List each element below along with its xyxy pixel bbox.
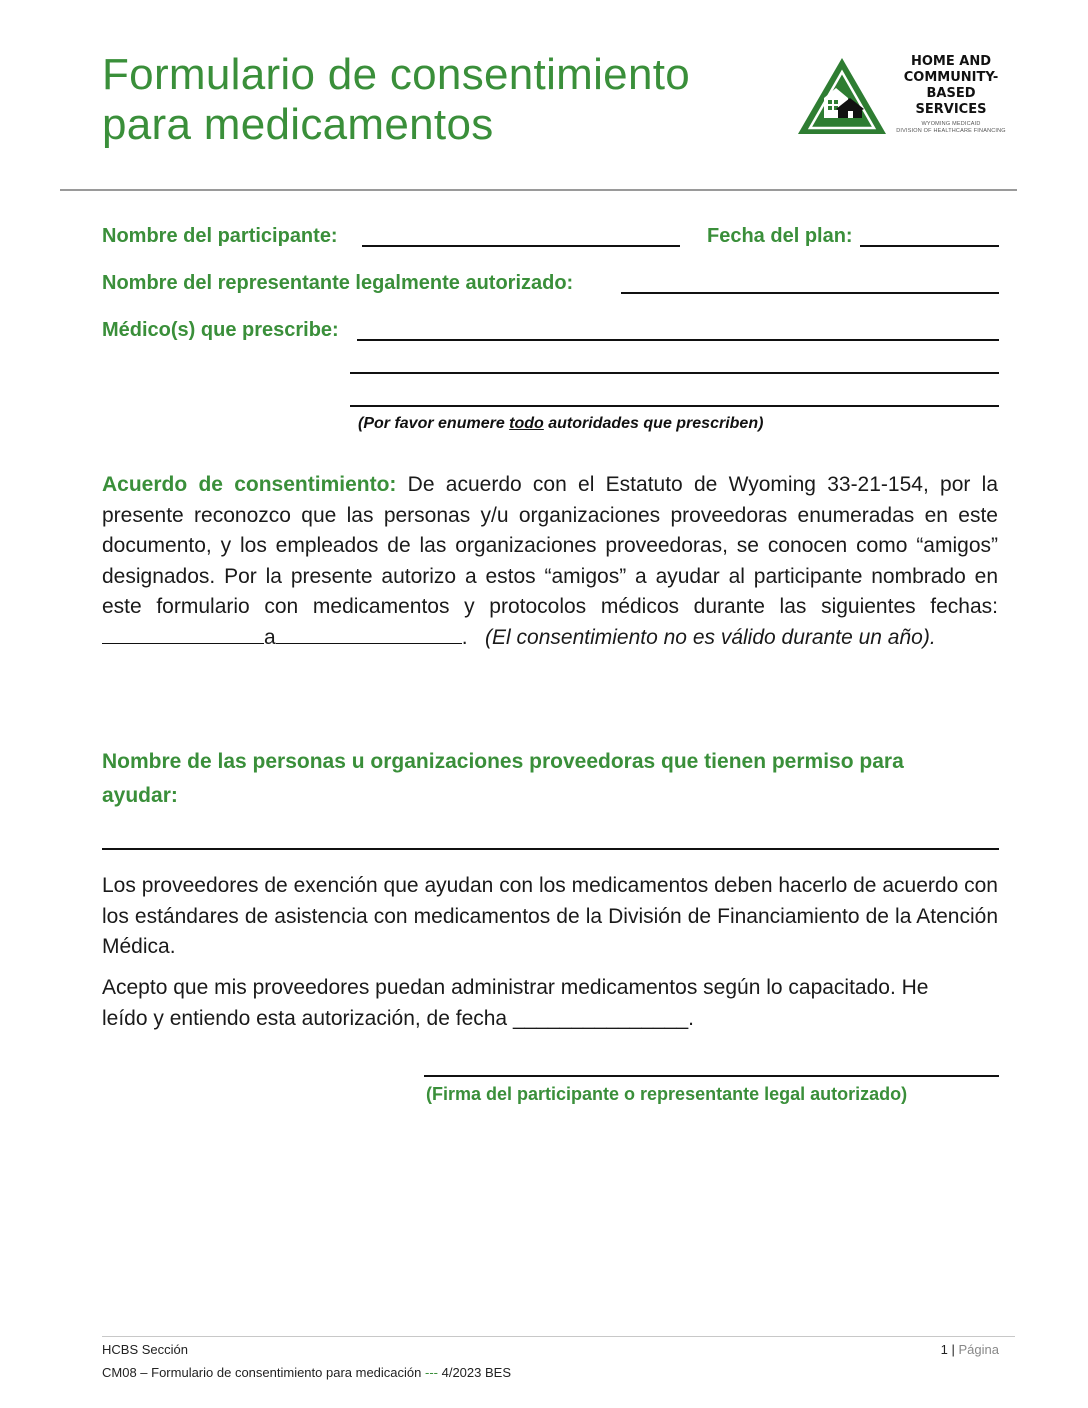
signature-label: (Firma del participante o representante legal autorizado) xyxy=(426,1084,908,1104)
logo-text-line3: BASED xyxy=(926,86,976,101)
representative-name-field[interactable] xyxy=(621,292,999,294)
footer-divider xyxy=(102,1336,1015,1337)
logo-wordmark xyxy=(896,54,1006,118)
footer-section: HCBS Sección xyxy=(102,1342,188,1357)
logo-subtext xyxy=(896,121,1006,135)
page-number: 1 xyxy=(940,1342,948,1357)
acceptance-line2 xyxy=(102,1004,998,1035)
consent-start-date-field[interactable] xyxy=(102,625,264,644)
consent-agreement-heading: Acuerdo de consentimiento: xyxy=(102,473,397,496)
prescriber-note-emphasis: todo xyxy=(509,415,544,432)
form-id-dash: --- xyxy=(425,1365,438,1380)
consent-validity-note: (El consentimiento no es válido durante un año). xyxy=(485,625,936,649)
representative-name-label: Nombre del representante legalmente autorizado: xyxy=(102,272,574,294)
consent-agreement-text: De acuerdo con el Estatuto de Wyoming 33-21-154, por la presente reconozco que las personas y/u organizaciones proveedoras enumeradas en este documento, y los empleados de las organizaciones proveedoras, se conocen como “amigos” designados. Por la presente autorizo a estos “amigos” a ayudar al participante nombrado en este formulario con medicamentos y protocolos médicos durante las siguientes fechas: xyxy=(102,473,999,618)
prescriber-label: Médico(s) que prescribe: xyxy=(102,319,339,341)
plan-date-label: Fecha del plan: xyxy=(707,225,853,247)
form-id-text: CM08 – Formulario de consentimiento para medicación xyxy=(102,1365,425,1380)
logo-sub-line2: DIVISION OF HEALTHCARE FINANCING xyxy=(896,128,1006,134)
acceptance-date-field[interactable]: _______________ xyxy=(512,1006,689,1030)
signature-field[interactable] xyxy=(424,1075,999,1077)
participant-name-label: Nombre del participante: xyxy=(102,225,338,247)
footer-page xyxy=(941,1342,999,1357)
participant-name-field[interactable] xyxy=(362,245,680,247)
providers-heading xyxy=(102,745,904,813)
acceptance-line1: Acepto que mis proveedores puedan administrar medicamentos según lo capacitado. He xyxy=(102,976,929,999)
prescriber-note-post: autoridades que prescriben) xyxy=(543,415,764,432)
acceptance-line2-text: leído y entiendo esta autorización, de fecha xyxy=(102,1006,513,1030)
consent-text-end: . xyxy=(461,625,468,649)
consent-date-connector: a xyxy=(264,625,276,649)
prescriber-note xyxy=(358,415,763,433)
providers-heading-line1: Nombre de las personas u organizaciones proveedoras que tienen permiso para xyxy=(102,750,904,773)
prescriber-field-3[interactable] xyxy=(350,405,999,407)
page-title xyxy=(102,50,802,150)
logo-text-line2: COMMUNITY- xyxy=(903,70,999,85)
form-version: 4/2023 BES xyxy=(438,1365,511,1380)
consent-end-date-field[interactable] xyxy=(276,625,462,644)
logo-sub-line1: WYOMING MEDICAID xyxy=(921,121,981,127)
logo-text-line1: HOME AND xyxy=(910,54,991,69)
consent-agreement-paragraph xyxy=(102,470,998,653)
page-title-line2: para medicamentos xyxy=(102,100,494,149)
header-divider xyxy=(60,189,1017,191)
providers-field[interactable] xyxy=(102,848,999,850)
standards-paragraph: Los proveedores de exención que ayudan con los medicamentos deben hacerlo de acuerdo con los estándares de asistencia con medicamentos de la División de Financiamiento de la Atención Médica. xyxy=(102,874,998,958)
acceptance-paragraph xyxy=(102,973,998,1034)
prescriber-field-2[interactable] xyxy=(350,372,999,374)
acceptance-line2-end: . xyxy=(688,1006,694,1030)
providers-heading-line2: ayudar: xyxy=(102,784,178,807)
page-word: Página xyxy=(958,1342,999,1357)
footer-form-id xyxy=(102,1365,511,1380)
prescriber-note-pre: (Por favor enumere xyxy=(358,415,510,432)
prescriber-field-1[interactable] xyxy=(357,339,999,341)
logo-text-line4: SERVICES xyxy=(915,102,987,117)
page-title-line1: Formulario de consentimiento xyxy=(102,50,691,99)
plan-date-field[interactable] xyxy=(860,245,999,247)
page-separator: | xyxy=(951,1342,955,1357)
house-in-triangle-icon xyxy=(796,56,888,136)
